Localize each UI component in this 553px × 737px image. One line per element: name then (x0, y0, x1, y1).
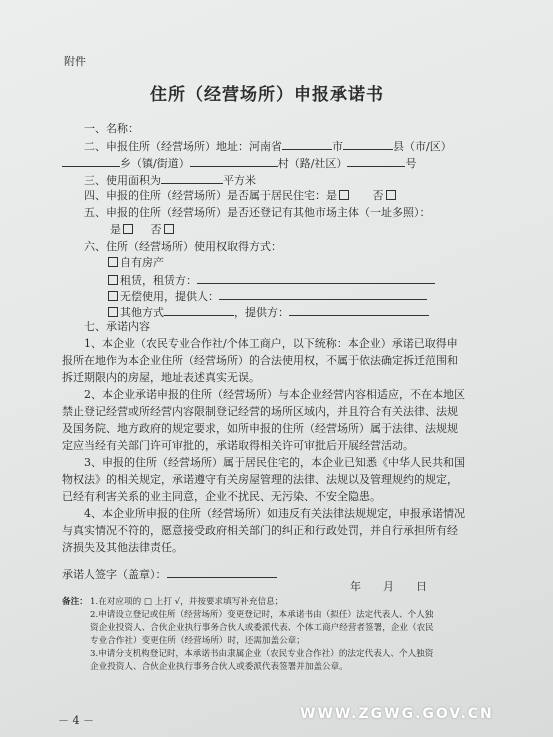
number-label: 号 (405, 157, 417, 170)
commitment-p3-line1: 3、申报的住所（经营场所）属于居民住宅的，本企业已知悉《中华人民共和国 (84, 456, 465, 469)
commitment-p2-line2: 禁止登记经营或所经营内容限制登记经营的场所区域内，并且符合有关法律、法规 (62, 405, 458, 418)
commitment-p1-line1: 1、本企业（农民专业合作社/个体工商户，以下统称：本企业）承诺已取得申 (84, 337, 458, 350)
commitment-p3-line2: 物权法》的相关规定，承诺遵守有关房屋管理的法律、法规以及管理规约的规定， (62, 473, 458, 486)
other-checkbox (108, 307, 118, 317)
date-label: 年 月 日 (350, 580, 427, 593)
field-name-label: 一、名称： (84, 122, 139, 135)
option-lease (106, 272, 435, 288)
multi-yes-label: 是 (110, 223, 121, 236)
village-blank (190, 155, 278, 167)
lease-checkbox (108, 275, 118, 285)
area-label: 三、使用面积为 (84, 174, 161, 187)
multi-registration-label: 五、申报的住所（经营场所）是否还登记有其他市场主体（一址多照）： (84, 206, 431, 219)
commitment-p2-line1: 2、本企业承诺申报的住所（经营场所）与本企业经营内容相适应，不在本地区 (84, 388, 465, 401)
option-own-property (106, 256, 164, 270)
note-line-2: 2.申请设立登记或住所（经营场所）变更登记时，本承诺书由（拟任）法定代表人、个人独 (90, 610, 434, 620)
city-label: 市 (332, 140, 343, 153)
other-label: 其他方式 (120, 306, 164, 319)
usage-rights-label: 六、住所（经营场所）使用权取得方式： (84, 240, 282, 253)
own-property-label: 自有房产 (120, 256, 164, 269)
option-other (106, 304, 429, 320)
commitment-p4-line2: 与真实情况不符的，愿意接受政府相关部门的纠正和行政处罚，并自行承担所有经 (62, 524, 458, 537)
signature-label: 承诺人签字（盖章）： (62, 568, 167, 581)
multi-no-checkbox (164, 224, 174, 234)
residential-yes-checkbox (339, 190, 349, 200)
watermark: WWW.ZGWG.GOV.CN (300, 706, 494, 722)
commitment-heading: 七、承诺内容 (84, 320, 150, 333)
multi-no-label: 否 (150, 223, 162, 236)
commitment-p1-line2: 报所在地作为本企业住所（经营场所）的合法使用权，不属于依法确定拆迁范围和 (62, 354, 458, 367)
notes-title: 备注： (62, 597, 88, 607)
village-label: 村（路/社区） (277, 157, 348, 170)
lease-label: 租赁，租赁方： (120, 274, 197, 287)
annex-label: 附件 (64, 55, 86, 68)
page-title: 住所（经营场所）申报承诺书 (150, 85, 384, 105)
commitment-p3-line3: 已经有利害关系的业主同意，企业不扰民、无污染、不安全隐患。 (62, 490, 381, 503)
signature-blank (167, 566, 277, 578)
county-label: 县（市/区） (393, 140, 452, 153)
note-line-3: 资企业投资人、合伙企业执行事务合伙人或委派代表、个体工商户经营者签署，企业（农民 (90, 623, 434, 633)
note-line-1: 1.在对应项的 □ 上打 √，并按要求填写补充信息； (90, 597, 284, 607)
number-blank (347, 155, 405, 167)
note-line-5: 3.申请分支机构登记时，本承诺书由隶属企业（农民专业合作社）的法定代表人、个人独资 (90, 649, 434, 659)
free-use-checkbox (108, 291, 118, 301)
option-free-use (106, 288, 427, 304)
commitment-p1-line3: 拆迁期限内的房屋，地址表述真实无误。 (62, 371, 260, 384)
signature-line (62, 566, 277, 582)
free-use-label: 无偿使用，提供人： (120, 290, 219, 303)
residential-label: 四、申报的住所（经营场所）是否属于居民住宅：是 (84, 189, 337, 202)
township-label: 乡（镇/街道） (120, 157, 190, 170)
lessor-blank (197, 272, 435, 284)
multi-yes-checkbox (123, 224, 133, 234)
provider-blank (219, 288, 427, 300)
residential-no-checkbox (386, 190, 396, 200)
area-unit: 平方米 (223, 174, 256, 187)
other-provider-blank (289, 304, 429, 316)
multi-registration-options (110, 223, 176, 237)
address-line (84, 138, 452, 154)
residential-no-label: 否 (372, 189, 384, 202)
county-blank (343, 138, 393, 150)
note-line-4: 专业合作社）变更住所（经营场所）时，还需加盖公章； (90, 636, 305, 646)
area-blank (161, 172, 223, 184)
commitment-p2-line3: 及国务院、地方政府的规定要求，如所申报的住所（经营场所）属于法律、法规规 (62, 422, 458, 435)
city-blank (282, 138, 332, 150)
own-property-checkbox (108, 257, 118, 267)
commitment-p4-line1: 4、本企业所申报的住所（经营场所）如违反有关法律法规规定，申报承诺情况 (84, 507, 465, 520)
area-line (84, 172, 256, 188)
page-number: － 4 － (58, 714, 94, 727)
other-provider-label: ，提供方： (234, 306, 289, 319)
commitment-p4-line3: 济损失及其他法律责任。 (62, 541, 183, 554)
note-line-6: 企业投资人、合伙企业执行事务合伙人或委派代表签署并加盖公章。 (90, 662, 348, 672)
residential-line (84, 189, 398, 203)
address-province-label: 二、申报住所（经营场所）地址：河南省 (84, 140, 282, 153)
township-blank (62, 155, 120, 167)
address-line-2 (62, 155, 416, 171)
other-method-blank (164, 304, 234, 316)
commitment-p2-line4: 定应当经有关部门许可审批的，承诺取得相关许可审批后开展经营活动。 (62, 439, 414, 452)
